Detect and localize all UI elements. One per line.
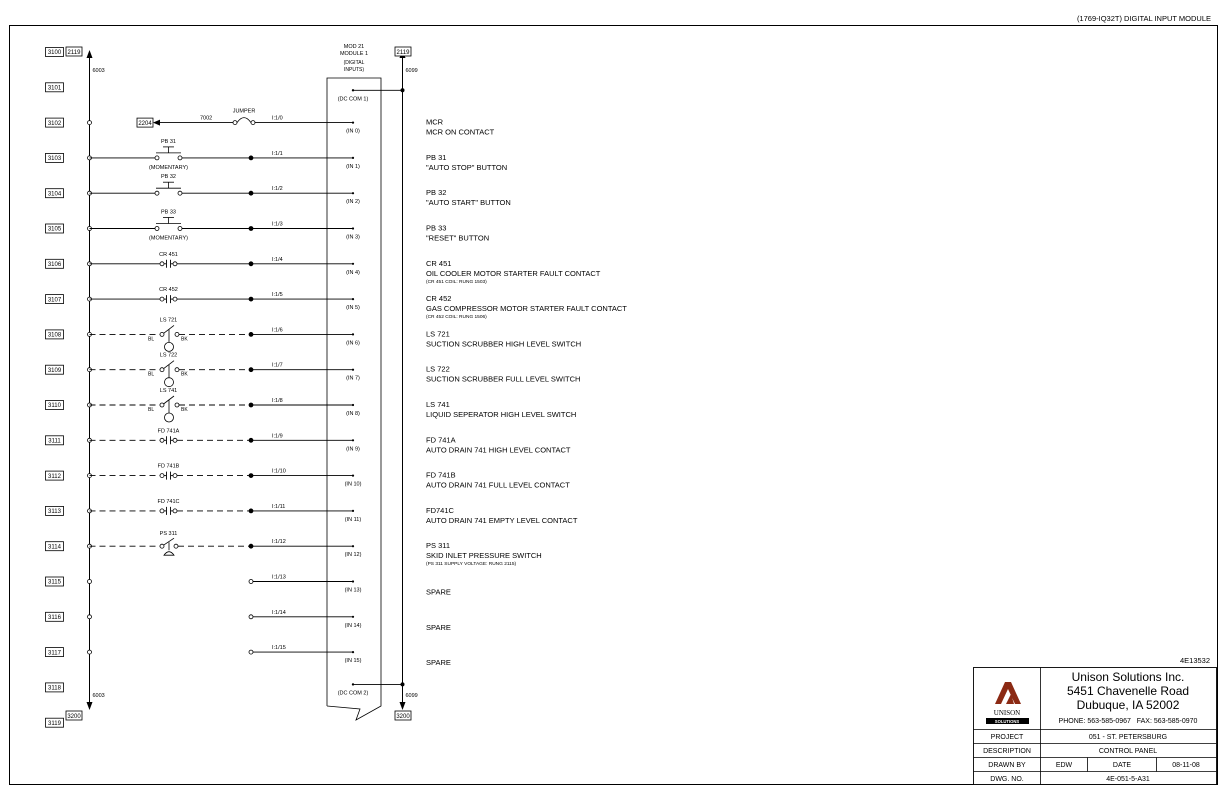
input-description: SKID INLET PRESSURE SWITCH	[426, 551, 542, 561]
project-label: PROJECT	[990, 734, 1024, 741]
input-rung-8	[90, 388, 577, 422]
logo-sub: SOLUTIONS	[994, 719, 1020, 724]
terminal-bl: BL	[148, 336, 155, 343]
input-address: I:1/2	[272, 186, 283, 193]
wire-number: 7002	[200, 115, 213, 122]
rung-number: 3111	[48, 438, 61, 445]
input-rung-4	[90, 252, 601, 285]
input-rung-13	[249, 575, 451, 597]
input-terminal: (IN 0)	[346, 128, 360, 135]
pressure-diaphragm-icon	[164, 552, 174, 556]
drawn-by-value: EDW	[1055, 762, 1073, 769]
device-tag: PB 32	[161, 174, 176, 181]
input-description-tag: LS 741	[426, 400, 450, 409]
input-description: SUCTION SCRUBBER FULL LEVEL SWITCH	[426, 374, 581, 384]
drawing-code: 4E13532	[1179, 656, 1210, 665]
rung-number: 3115	[48, 579, 61, 586]
input-rung-0	[272, 116, 495, 137]
input-description-tag: CR 452	[426, 294, 452, 304]
input-address: I:1/6	[272, 327, 283, 334]
input-rung-1	[90, 139, 508, 172]
left-top-wire: 6003	[92, 68, 105, 74]
input-rung-7	[90, 353, 581, 387]
input-rung-10	[90, 464, 571, 490]
input-address: I:1/4	[272, 256, 283, 263]
input-terminal: (IN 4)	[346, 269, 360, 276]
rung-number: 3110	[48, 403, 61, 410]
offpage-ref: 2204	[138, 120, 152, 127]
input-description: "AUTO START" BUTTON	[426, 198, 511, 208]
input-terminal: (IN 12)	[344, 552, 362, 559]
device-tag: FD 741B	[157, 463, 180, 470]
input-note: (CR 452 COIL: RUNG 1506)	[426, 315, 487, 321]
float-icon	[165, 342, 174, 351]
rung-number: 3100	[47, 50, 62, 57]
input-terminal: (IN 9)	[346, 446, 360, 453]
input-terminal: (IN 10)	[344, 481, 362, 488]
input-terminal: (IN 15)	[344, 658, 362, 665]
input-terminal: (IN 6)	[346, 340, 360, 347]
dc-com-2: (DC COM 2)	[337, 690, 369, 697]
input-address: I:1/12	[272, 539, 286, 546]
rung-number: 3113	[48, 509, 61, 516]
terminal-bk: BK	[181, 407, 188, 413]
company-address-2: Dubuque, IA 52002	[1076, 698, 1180, 712]
float-icon	[165, 413, 174, 422]
rail-node	[88, 650, 92, 654]
input-description-tag: PB 31	[426, 152, 447, 162]
input-address: I:1/7	[272, 362, 283, 369]
device-tag: CR 451	[159, 251, 178, 258]
input-description-tag: CR 451	[426, 258, 452, 268]
input-description: SPARE	[426, 622, 451, 632]
device-tag: PB 33	[161, 209, 176, 216]
date-label: DATE	[1112, 762, 1132, 769]
input-terminal: (IN 13)	[344, 587, 362, 594]
arrow-down-icon	[400, 702, 406, 710]
terminal-bk: BK	[181, 336, 188, 343]
arrow-left-icon	[153, 120, 160, 126]
dwg-no-value: 4E-051-5-A31	[1106, 776, 1150, 783]
date-value: 08-11-08	[1172, 762, 1200, 769]
input-address: I:1/5	[272, 292, 283, 299]
jumper-icon	[237, 118, 251, 123]
input-description-tag: PS 311	[426, 541, 451, 551]
input-description: SPARE	[426, 658, 451, 668]
input-rung-5	[90, 287, 628, 320]
terminal-bl: BL	[148, 371, 155, 378]
input-terminal: (IN 14)	[344, 622, 362, 629]
arrow-up-icon	[87, 50, 93, 58]
input-terminal: (IN 11)	[344, 516, 362, 523]
float-icon	[165, 378, 174, 387]
input-rung-3	[90, 210, 490, 243]
rail-node	[88, 580, 92, 584]
input-description: MCR ON CONTACT	[426, 127, 495, 137]
input-terminal: (IN 2)	[346, 199, 360, 206]
input-rung-9	[90, 428, 571, 454]
rail-node	[88, 615, 92, 619]
project-value: 051 - ST. PETERSBURG	[1088, 734, 1168, 741]
rung-number: 3116	[48, 615, 61, 621]
dc-com-1: (DC COM 1)	[337, 96, 369, 103]
input-description: "RESET" BUTTON	[426, 233, 490, 243]
input-address: I:1/8	[272, 398, 283, 404]
input-address: I:1/11	[272, 503, 286, 510]
input-note: (PS 311 SUPPLY VOLTAGE: RUNG 2115)	[426, 562, 517, 568]
module-label-4: INPUTS)	[344, 67, 364, 73]
left-bottom-wire: 6003	[92, 693, 105, 699]
rung-number: 3107	[47, 297, 62, 304]
terminal-bk: BK	[181, 371, 188, 378]
device-subtitle: (MOMENTARY)	[149, 235, 188, 242]
input-terminal: (IN 7)	[346, 375, 360, 382]
device-tag: FD 741A	[157, 428, 180, 435]
input-description: SUCTION SCRUBBER HIGH LEVEL SWITCH	[426, 339, 582, 349]
input-terminal: (IN 8)	[346, 411, 360, 417]
right-top-wire: 6099	[405, 68, 418, 74]
input-description: AUTO DRAIN 741 HIGH LEVEL CONTACT	[426, 445, 571, 455]
company-address-1: 5451 Chavenelle Road	[1066, 684, 1190, 698]
input-description-tag: FD741C	[426, 505, 454, 515]
right-bottom-ref: 3200	[396, 714, 410, 720]
input-address: I:1/9	[272, 433, 283, 440]
input-rung-6	[90, 317, 582, 351]
input-description-tag: LS 722	[426, 364, 450, 374]
jumper-label: JUMPER	[232, 108, 256, 115]
logo-text: UNISON	[993, 709, 1021, 717]
left-top-ref: 2119	[67, 50, 81, 56]
description-value: CONTROL PANEL	[1098, 748, 1158, 755]
device-tag: LS 722	[159, 352, 178, 359]
input-address: I:1/15	[272, 645, 286, 652]
input-description-tag: MCR	[426, 117, 444, 127]
rung-number: 3106	[47, 262, 62, 268]
input-rung-12	[90, 531, 542, 567]
device-tag: CR 452	[159, 287, 178, 294]
left-bottom-ref: 3200	[67, 714, 81, 720]
module-title: (1769-IQ32T) DIGITAL INPUT MODULE	[1076, 14, 1211, 23]
input-description: GAS COMPRESSOR MOTOR STARTER FAULT CONTACT	[426, 304, 627, 314]
input-description-tag: PB 32	[426, 188, 447, 198]
device-tag: LS 741	[159, 388, 178, 394]
rung-number: 3108	[47, 332, 62, 339]
input-description: OIL COOLER MOTOR STARTER FAULT CONTACT	[426, 268, 601, 278]
input-description: "AUTO STOP" BUTTON	[426, 162, 508, 172]
input-rung-11	[90, 499, 578, 525]
input-terminal: (IN 5)	[346, 305, 360, 312]
company-name: Unison Solutions Inc.	[1071, 670, 1185, 684]
rung-number: 3105	[47, 226, 62, 233]
input-note: (CR 451 COIL: RUNG 1503)	[426, 279, 487, 285]
rung-number: 3104	[47, 191, 62, 198]
rung-number: 3112	[48, 473, 61, 480]
input-description: AUTO DRAIN 741 FULL LEVEL CONTACT	[426, 480, 570, 490]
device-tag: PB 31	[161, 138, 176, 145]
input-address: I:1/3	[272, 221, 283, 228]
title-block	[974, 656, 1217, 785]
input-description: LIQUID SEPERATOR HIGH LEVEL SWITCH	[426, 410, 577, 419]
input-description: SPARE	[426, 587, 451, 597]
ladder-rungs	[46, 47, 628, 727]
input-address: I:1/10	[272, 468, 286, 475]
rung-number: 3114	[48, 544, 61, 551]
rail-node	[88, 121, 92, 125]
input-description-tag: FD 741A	[426, 435, 456, 445]
input-description-tag: FD 741B	[426, 470, 456, 480]
input-description-tag: PB 33	[426, 223, 447, 233]
arrow-down-icon	[87, 702, 93, 710]
module-label-1: MOD 21	[343, 44, 365, 50]
input-address: I:1/1	[272, 150, 283, 157]
rung-number: 3101	[47, 85, 62, 92]
input-terminal: (IN 3)	[346, 234, 360, 241]
input-description-tag: LS 721	[426, 329, 450, 339]
terminal-bl: BL	[148, 407, 155, 413]
rung-number: 3109	[47, 367, 62, 374]
rung-number: 3103	[47, 156, 62, 163]
right-top-ref: 2119	[396, 50, 410, 56]
rung-number: 3118	[48, 685, 61, 692]
rung-number: 3117	[48, 650, 61, 657]
dwg-no-label: DWG. NO.	[990, 776, 1024, 783]
input-description: AUTO DRAIN 741 EMPTY LEVEL CONTACT	[426, 515, 578, 525]
module-label-3: (DIGITAL	[343, 60, 365, 66]
input-address: I:1/0	[272, 115, 283, 122]
drawn-by-label: DRAWN BY	[988, 762, 1026, 769]
input-rung-15	[249, 645, 451, 667]
input-terminal: (IN 1)	[346, 163, 360, 170]
right-bottom-wire: 6099	[405, 693, 418, 699]
module-label-2: MODULE 1	[339, 51, 369, 57]
rung-number: 3119	[48, 720, 61, 727]
input-address: I:1/14	[272, 609, 286, 616]
device-tag: LS 721	[159, 317, 178, 324]
description-label: DESCRIPTION	[983, 748, 1031, 755]
input-module	[327, 44, 381, 720]
device-tag: FD 741C	[157, 498, 180, 505]
device-subtitle: (MOMENTARY)	[149, 164, 188, 171]
company-phone: PHONE: 563-585-0967 FAX: 563-585-0970	[1058, 718, 1198, 725]
input-rung-2	[90, 174, 511, 207]
input-address: I:1/13	[272, 574, 286, 581]
input-rung-14	[249, 610, 451, 632]
rung-number: 3102	[47, 120, 62, 127]
device-tag: PS 311	[159, 531, 178, 538]
